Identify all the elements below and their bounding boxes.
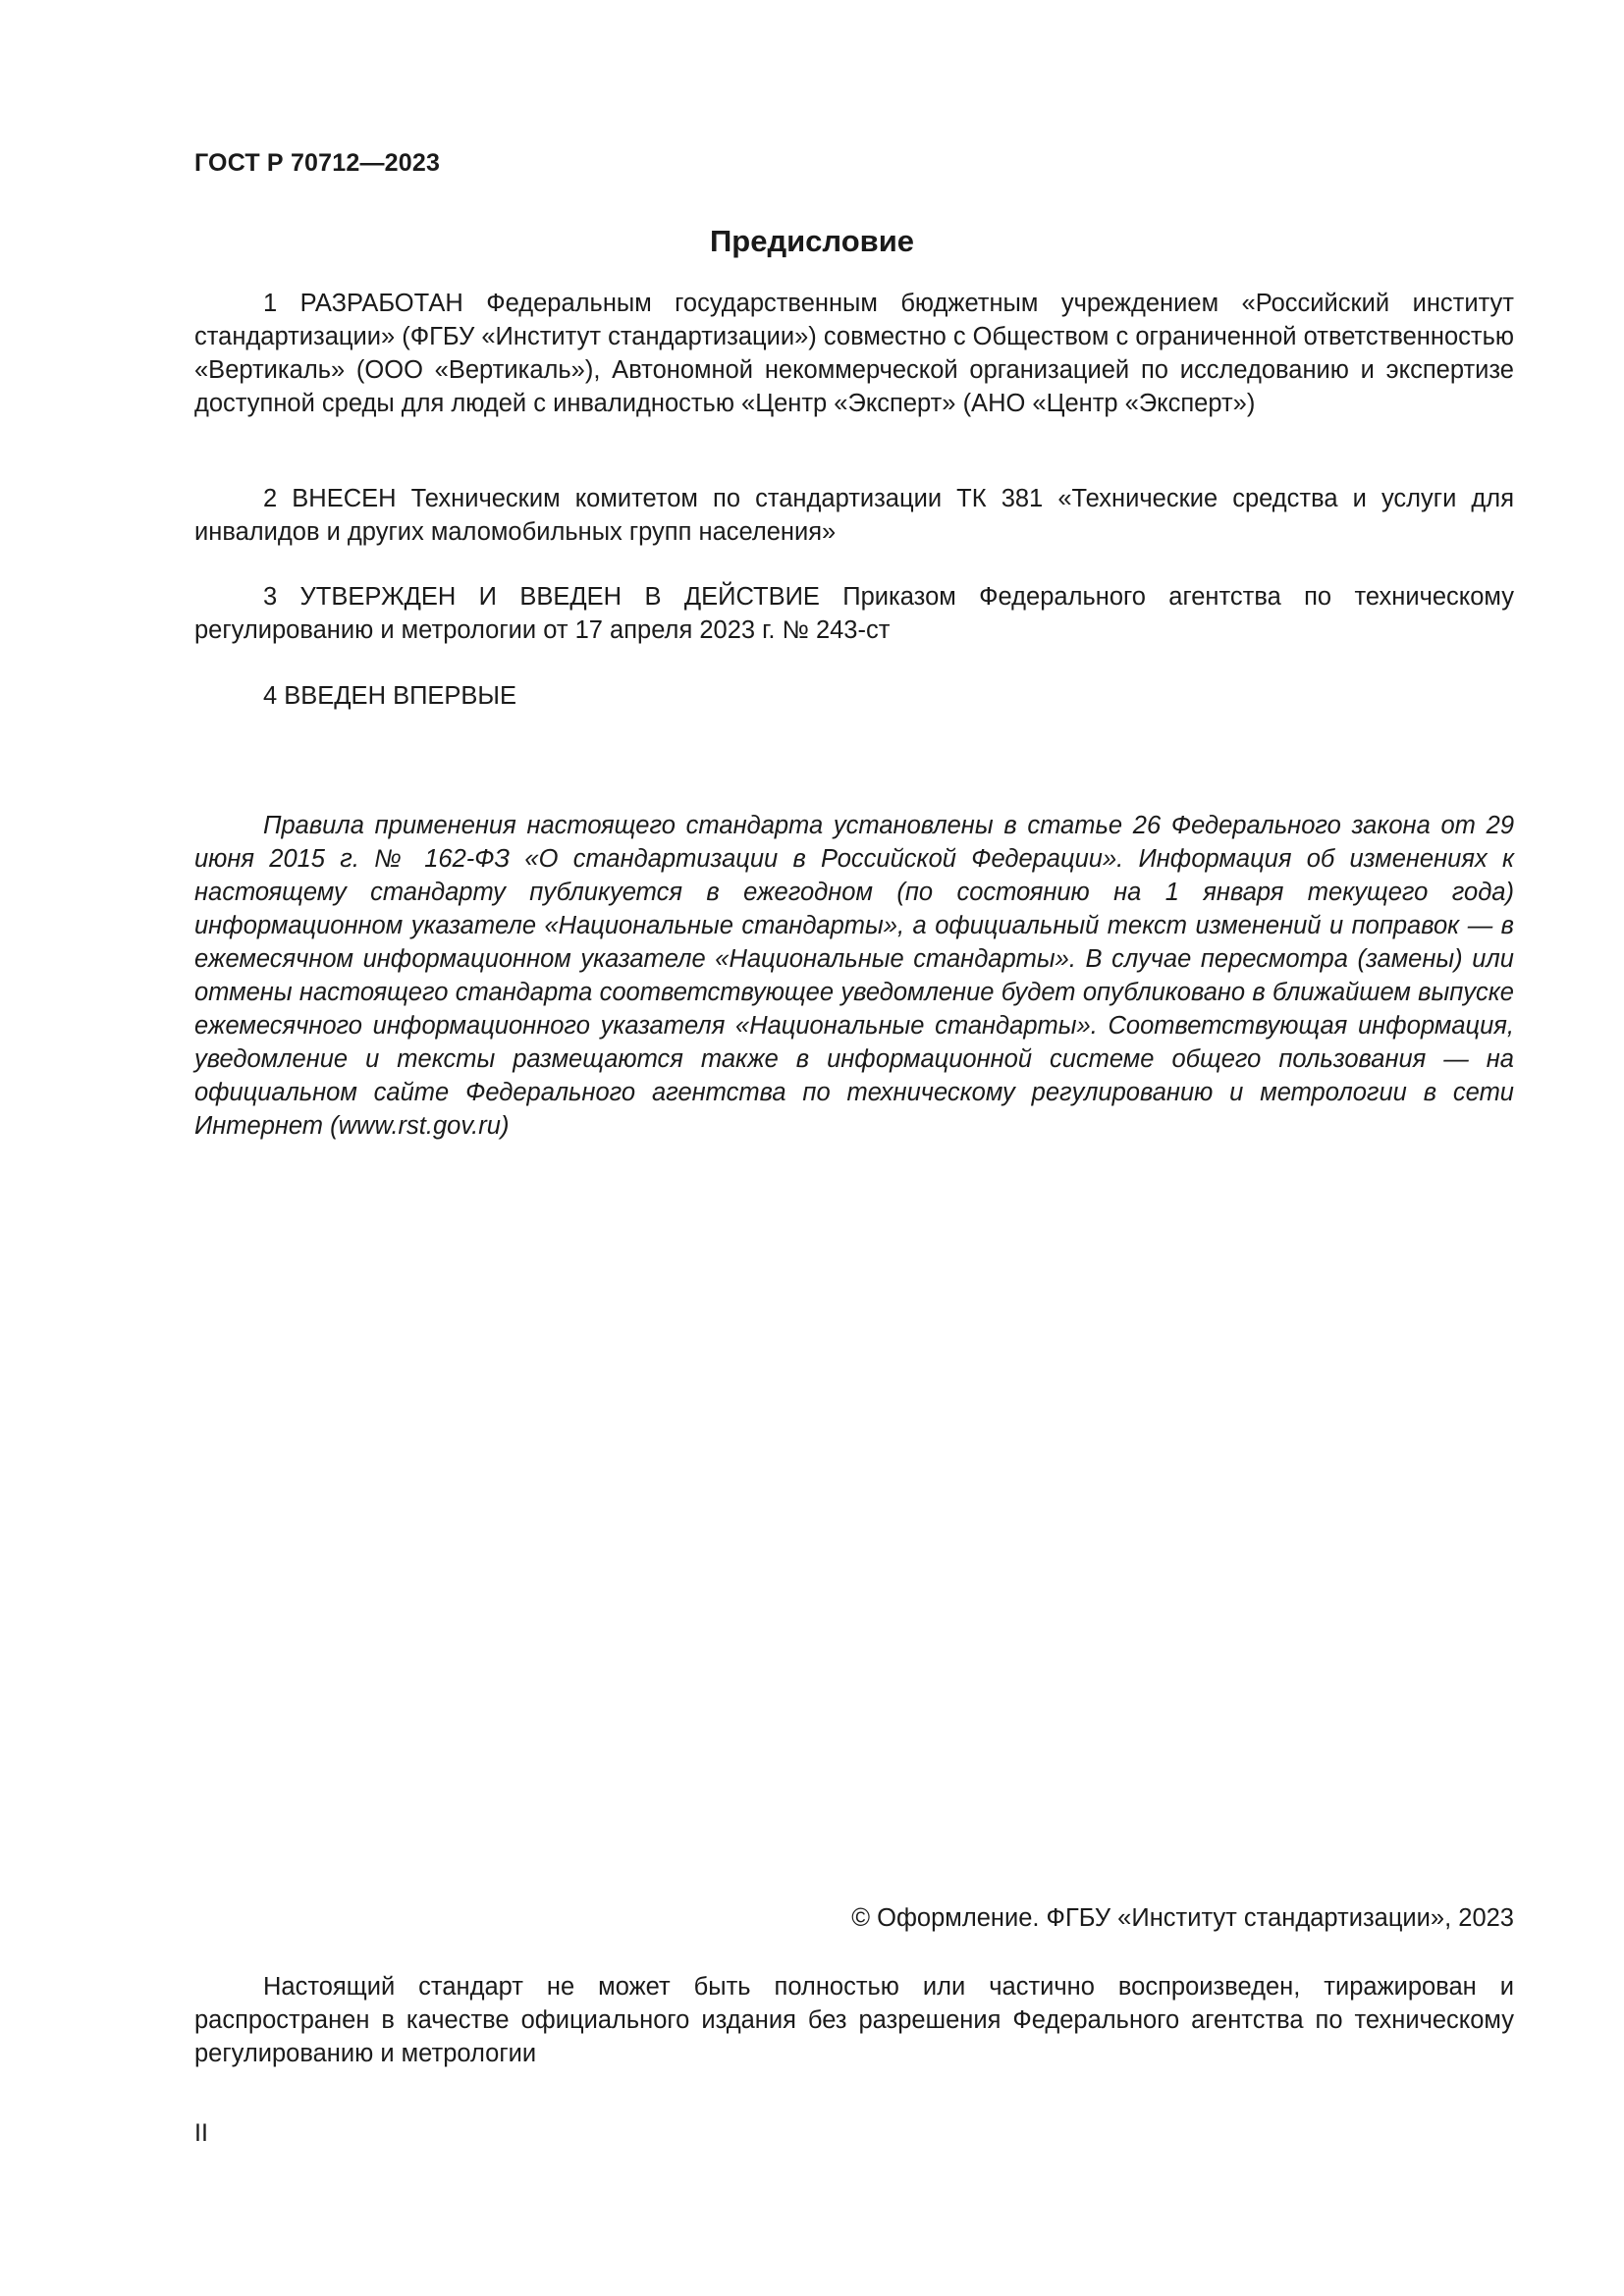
reproduction-notice-text: Настоящий стандарт не может быть полностью или частично воспроизведен, тиражирован и распространен в качестве официального издания без разрешения Федерального агентства по техническому регулированию и метрологии [194,1973,1514,2067]
foreword-item-first-introduced [194,679,1514,713]
foreword-item-text: 3 УТВЕРЖДЕН И ВВЕДЕН В ДЕЙСТВИЕ Приказом Федерального агентства по техническому регулированию и метрологии от 17 апреля 2023 г. № 243-ст [194,583,1514,644]
foreword-item-developed [194,287,1514,420]
page-number: II [194,2119,208,2147]
foreword-item-introduced [194,482,1514,549]
foreword-item-text: 1 РАЗРАБОТАН Федеральным государственным бюджетным учреждением «Российский институт стандартизации» (ФГБУ «Институт стандартизации») совместно с Обществом с ограниченной ответственностью «Вертикаль» (ООО «Вертикаль»), Автономной некоммерческой организацией по исследованию и экспертизе доступной среды для людей с инвалидностью «Центр «Эксперт» (АНО «Центр «Эксперт») [194,290,1514,417]
reproduction-notice [194,1970,1514,2070]
foreword-item-text: 4 ВВЕДЕН ВПЕРВЫЕ [263,682,517,710]
application-rules-paragraph [194,809,1514,1143]
foreword-item-approved [194,580,1514,647]
copyright-line: © Оформление. ФГБУ «Институт стандартизации», 2023 [851,1904,1514,1932]
application-rules-text: Правила применения настоящего стандарта установлены в статье 26 Федерального закона от 29 июня 2015 г. № 162-ФЗ «О стандартизации в Российской Федерации». Информация об изменениях к настоящему стандарту публикуется в ежегодном (по состоянию на 1 января текущего года) информационном указателе «Национальные стандарты», а официальный текст изменений и поправок — в ежемесячном информационном указателе «Национальные стандарты». В случае пересмотра (замены) или отмены настоящего стандарта соответствующее уведомление будет опубликовано в ближайшем выпуске ежемесячного информационного указателя «Национальные стандарты». Соответствующая информация, уведомление и тексты размещаются также в информационной системе общего пользования — на официальном сайте Федерального агентства по техническому регулированию и метрологии в сети Интернет (www.rst.gov.ru) [194,812,1514,1140]
document-header: ГОСТ Р 70712—2023 [194,149,441,177]
page-title: Предисловие [709,224,914,258]
foreword-item-text: 2 ВНЕСЕН Техническим комитетом по стандартизации ТК 381 «Технические средства и услуги для инвалидов и других маломобильных групп населения» [194,485,1514,546]
